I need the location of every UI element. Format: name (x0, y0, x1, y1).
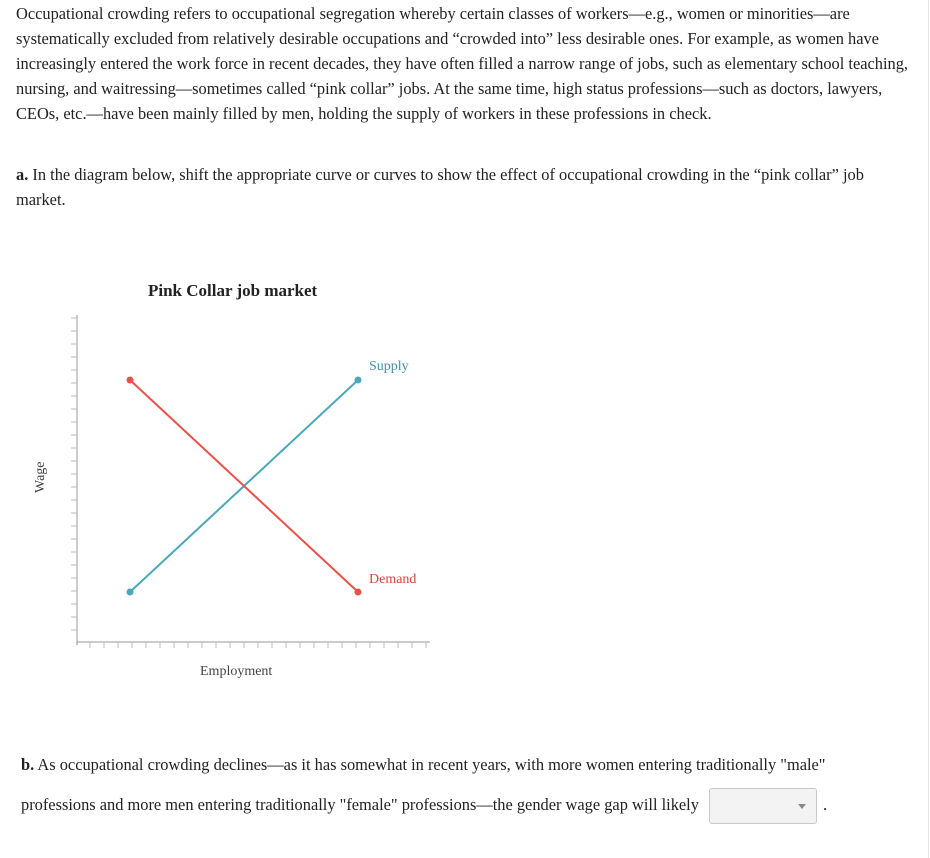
part-a-label: a. (16, 165, 29, 184)
demand-label: Demand (369, 572, 417, 587)
part-b-label: b. (21, 755, 35, 774)
x-axis-label: Employment (200, 664, 273, 679)
demand-handle-lower[interactable] (355, 589, 362, 596)
question-part-b (21, 745, 901, 825)
part-b-period: . (823, 795, 828, 814)
part-b-text: As occupational crowding declines—as it has somewhat in recent years, with more women entering traditionally "male" professions and more men entering traditionally "female" professions—the gender wage gap will likely (21, 755, 826, 814)
demand-handle-upper[interactable] (127, 377, 134, 384)
intro-text: Occupational crowding refers to occupational segregation whereby certain classes of workers—e.g., women or minorities—are systematically excluded from relatively desirable occupations and “crowded into” less desirable ones. For example, as women have increasingly entered the work force in recent decades, they have often filled a narrow range of jobs, such as elementary school teaching, nursing, and waitressing—sometimes called “pink collar” jobs. At the same time, high status professions—such as doctors, lawyers, CEOs, etc.—have been mainly filled by men, holding the supply of workers in these professions in check. (16, 4, 909, 123)
supply-label: Supply (369, 359, 409, 374)
x-axis-ticks (90, 642, 426, 648)
supply-handle-upper[interactable] (355, 377, 362, 384)
diagram-title: Pink Collar job market (148, 281, 318, 300)
y-axis-ticks (71, 318, 77, 630)
chevron-down-icon (798, 804, 806, 809)
wage-gap-dropdown[interactable] (709, 788, 817, 824)
supply-handle-lower[interactable] (127, 589, 134, 596)
part-a-text: In the diagram below, shift the appropriate curve or curves to show the effect of occupational crowding in the “pink collar” job market. (16, 165, 864, 209)
y-axis-label: Wage (33, 461, 48, 493)
